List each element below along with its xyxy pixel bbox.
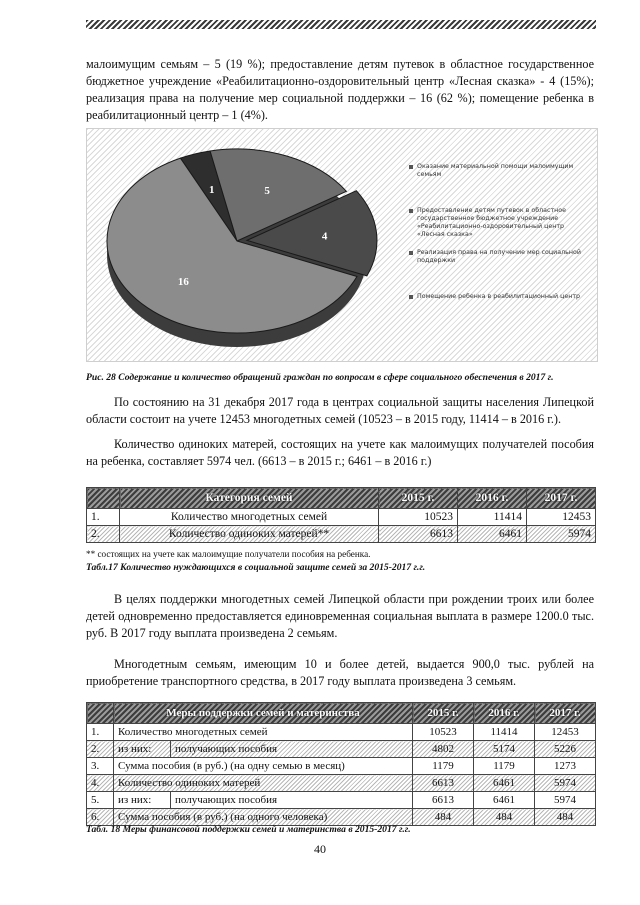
table-header: Категория семей	[120, 488, 379, 509]
legend-item: Оказание материальной помощи малоимущим семьям	[409, 163, 591, 179]
paragraph-families: По состоянию на 31 декабря 2017 года в центрах социальной защиты населения Липецкой области состоит на учете 12453 многодетных семей (10523 – в 2015 году, 11414 – в 2016 г.).	[86, 395, 594, 426]
table-header	[87, 703, 114, 724]
pie-data-label: 4	[321, 230, 328, 243]
figure-caption: Рис. 28 Содержание и количество обращений граждан по вопросам в сфере социального обеспечения в 2017 г.	[86, 372, 554, 383]
paragraph-mothers: Количество одиноких матерей, состоящих на учете как малоимущих получателей пособия на ребенка, составляет 5974 чел. (6613 – в 2015 г.; 6461 – в 2016 г.)	[86, 437, 594, 468]
table-header: 2016 г.	[474, 703, 535, 724]
pie-chart-figure	[86, 128, 598, 362]
table-17-caption: Табл.17 Количество нуждающихся в социальной защите семей за 2015-2017 г.г.	[86, 562, 426, 573]
legend-item: Предоставление детям путевок в областное государственное бюджетное учреждение «Реабилитационно-оздоровительный центр «Лесная сказка»	[409, 207, 591, 239]
intro-paragraph: малоимущим семьям – 5 (19 %); предоставление детям путевок в областное государственное бюджетное учреждение «Реабилитационно-оздоровительный центр «Лесная сказка» - 4 (15%); реализация права на получение мер социальной поддержки – 16 (62 %); помещение ребенка в реабилитационный центр – 1 (4%).	[86, 57, 594, 122]
paragraph-payment: В целях поддержки многодетных семей Липецкой области при рождении троих или более детей одновременно предоставляется единовременная социальная выплата в размере 1200.0 тыс. руб. В 2017 году выплата произведена 2 семьям.	[86, 592, 594, 640]
table-row: 6. Сумма пособия (в руб.) (на одного человека) 484 484 484	[87, 809, 596, 826]
table-header: 2017 г.	[535, 703, 596, 724]
legend-item: Реализация права на получение мер социальной поддержки	[409, 249, 591, 265]
table-header: 2016 г.	[458, 488, 527, 509]
page-number: 40	[314, 842, 326, 856]
paragraph-transport: Многодетным семьям, имеющим 10 и более детей, выдается 900,0 тыс. рублей на приобретение транспортного средства, в 2017 году выплата произведена 3 семьям.	[86, 657, 594, 688]
header-band	[86, 20, 596, 29]
table-header: Меры поддержки семей и материнства	[114, 703, 413, 724]
table-header: 2017 г.	[527, 488, 596, 509]
pie-data-label: 1	[209, 183, 215, 196]
legend-item: Помещение ребенка в реабилитационный центр	[409, 293, 591, 301]
table-header	[87, 488, 120, 509]
table-row: 4. Количество одиноких матерей 6613 6461 5974	[87, 775, 596, 792]
table-row: 2. из них: получающих пособия 4802 5174 5226	[87, 741, 596, 758]
table-row: 2. Количество одиноких матерей** 6613 6461 5974	[87, 526, 596, 543]
table-footnote: ** состоящих на учете как малоимущие получатели пособия на ребенка.	[86, 549, 371, 559]
table-row: 1. Количество многодетных семей 10523 11414 12453	[87, 724, 596, 741]
table-header: 2015 г.	[379, 488, 458, 509]
table-18	[86, 702, 596, 826]
table-row: 1. Количество многодетных семей 10523 11414 12453	[87, 509, 596, 526]
table-17	[86, 487, 596, 543]
pie-data-label: 5	[264, 185, 270, 198]
table-header: 2015 г.	[413, 703, 474, 724]
table-18-caption: Табл. 18 Меры финансовой поддержки семей и материнства в 2015-2017 г.г.	[86, 824, 411, 835]
table-row: 3. Сумма пособия (в руб.) (на одну семью в месяц) 1179 1179 1273	[87, 758, 596, 775]
pie-data-label: 16	[177, 276, 189, 289]
table-row: 5. из них: получающих пособия 6613 6461 5974	[87, 792, 596, 809]
